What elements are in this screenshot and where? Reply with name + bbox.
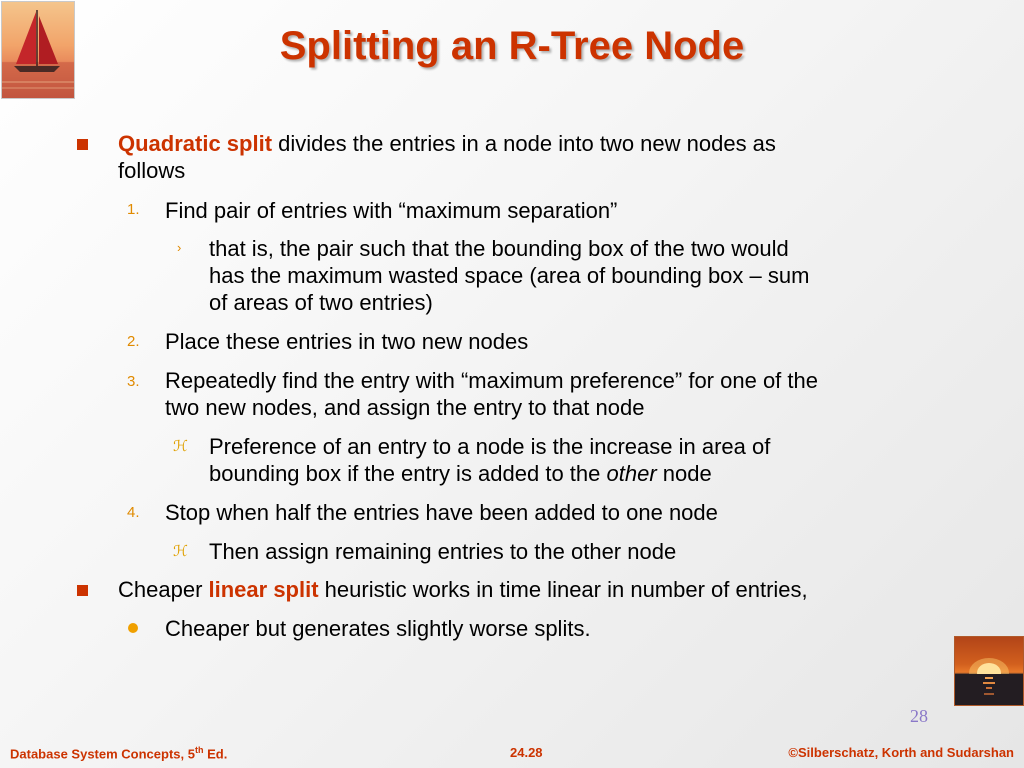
linear-split-term: linear split xyxy=(208,577,319,602)
bullet-text: Cheaper xyxy=(118,577,209,602)
list-item-1: Find pair of entries with “maximum separation” xyxy=(165,198,618,223)
square-bullet-icon xyxy=(77,585,88,596)
list-item-3-line1: Repeatedly find the entry with “maximum preference” for one of the xyxy=(165,368,818,393)
bullet-linear-split xyxy=(118,576,808,603)
bullet-text: divides the entries in a node into two new nodes as xyxy=(272,131,776,156)
sub-item-3-line1: Preference of an entry to a node is the increase in area of xyxy=(209,434,771,459)
page-number: 28 xyxy=(910,706,928,726)
bullet-text-end: heuristic works in time linear in number of entries, xyxy=(318,577,808,602)
bullet-quadratic-split-line1 xyxy=(118,130,776,157)
square-bullet-icon xyxy=(77,139,88,150)
list-number-2: 2. xyxy=(127,333,140,350)
hook-bullet-icon: ℋ xyxy=(173,543,188,560)
sub-item-5: Cheaper but generates slightly worse splits. xyxy=(165,616,591,641)
list-number-4: 4. xyxy=(127,504,140,521)
sub-item-3-line2 xyxy=(209,460,712,487)
quadratic-split-term: Quadratic split xyxy=(118,131,273,156)
footer-right: ©Silberschatz, Korth and Sudarshan xyxy=(788,745,1014,760)
footer-edition: Ed. xyxy=(203,746,228,762)
sub-item-4: Then assign remaining entries to the other node xyxy=(209,539,677,564)
sub-item-3-text-end: node xyxy=(656,461,712,486)
list-item-4: Stop when half the entries have been added to one node xyxy=(165,500,718,525)
sub-item-1-line2: has the maximum wasted space (area of bounding box – sum xyxy=(209,263,810,288)
sub-item-1-line1: that is, the pair such that the bounding box of the two would xyxy=(209,236,789,261)
list-number-3: 3. xyxy=(127,373,140,390)
list-item-2: Place these entries in two new nodes xyxy=(165,329,529,354)
bullet-quadratic-split-line2: follows xyxy=(118,158,186,183)
sub-item-1-line3: of areas of two entries) xyxy=(209,290,433,315)
slide-title: Splitting an R-Tree Node xyxy=(279,24,745,68)
footer-book-title: Database System Concepts, 5 xyxy=(10,746,195,762)
emphasis-other: other xyxy=(606,461,657,486)
sub-item-3-text: bounding box if the entry is added to the xyxy=(209,461,607,486)
footer-center: 24.28 xyxy=(510,745,543,760)
arrow-bullet-icon: › xyxy=(177,240,182,255)
dot-bullet-icon xyxy=(128,623,138,633)
footer-left xyxy=(10,745,227,761)
hook-bullet-icon: ℋ xyxy=(173,438,188,455)
footer-superscript: th xyxy=(194,745,204,755)
list-item-3-line2: two new nodes, and assign the entry to that node xyxy=(165,395,645,420)
list-number-1: 1. xyxy=(127,201,140,218)
